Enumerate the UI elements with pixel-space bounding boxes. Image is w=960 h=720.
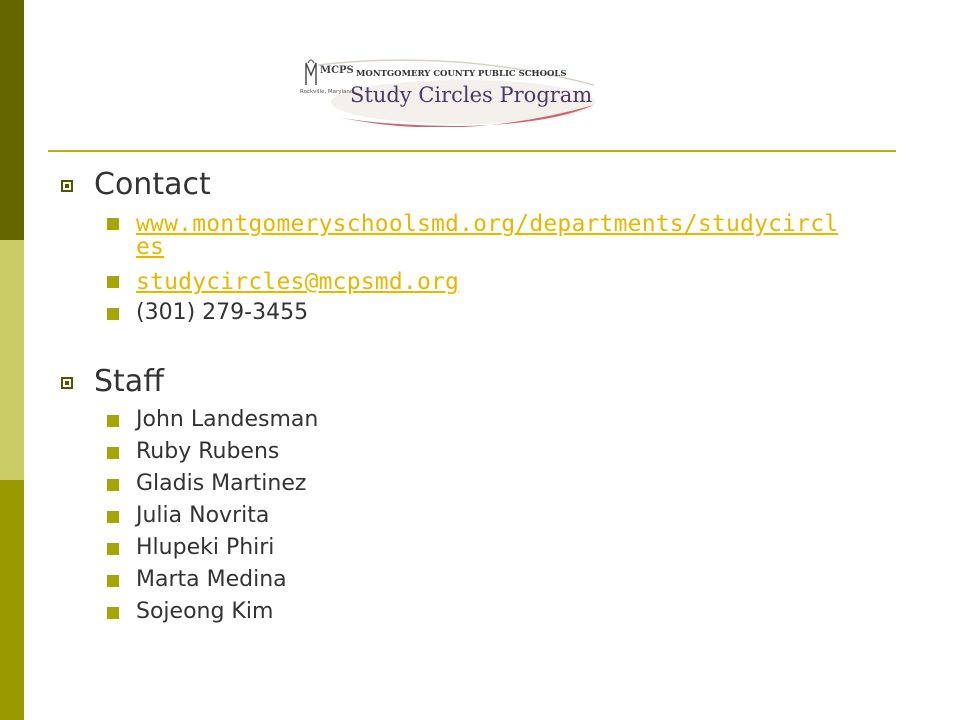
logo-program-name: Study Circles Program — [350, 83, 593, 107]
bullet-icon — [107, 308, 119, 320]
bullet-icon — [107, 415, 119, 427]
bullet-icon — [107, 543, 119, 555]
sidebar-band-top — [0, 0, 24, 240]
contact-website-link-continuation[interactable]: es — [136, 234, 165, 260]
staff-member: Ruby Rubens — [136, 439, 280, 464]
bullet-icon — [107, 607, 119, 619]
contact-phone: (301) 279-3455 — [136, 300, 309, 325]
study-circles-logo — [298, 55, 598, 127]
contact-email-link[interactable]: studycircles@mcpsmd.org — [136, 269, 460, 295]
contact-website-link[interactable]: www.montgomeryschoolsmd.org/departments/studycircl — [136, 211, 839, 237]
contact-heading: Contact — [94, 167, 211, 202]
section-bullet-icon — [61, 180, 73, 192]
bullet-icon — [107, 479, 119, 491]
logo-location: Rockville, Maryland — [300, 89, 354, 95]
staff-member: Hlupeki Phiri — [136, 535, 275, 560]
staff-member: Marta Medina — [136, 567, 287, 592]
bullet-icon — [107, 218, 119, 230]
staff-member: Julia Novrita — [136, 503, 270, 528]
staff-member: Gladis Martinez — [136, 471, 307, 496]
logo-org-name: MONTGOMERY COUNTY PUBLIC SCHOOLS — [356, 69, 567, 79]
staff-heading: Staff — [94, 364, 164, 399]
bullet-icon — [107, 276, 119, 288]
header-divider — [48, 150, 896, 152]
staff-member: John Landesman — [136, 407, 319, 432]
bullet-icon — [107, 447, 119, 459]
sidebar-band-middle — [0, 240, 24, 480]
bullet-icon — [107, 511, 119, 523]
section-bullet-icon — [61, 377, 73, 389]
staff-member: Sojeong Kim — [136, 599, 274, 624]
logo-mark: MCPS — [320, 65, 354, 76]
sidebar-band-bottom — [0, 480, 24, 720]
bullet-icon — [107, 575, 119, 587]
